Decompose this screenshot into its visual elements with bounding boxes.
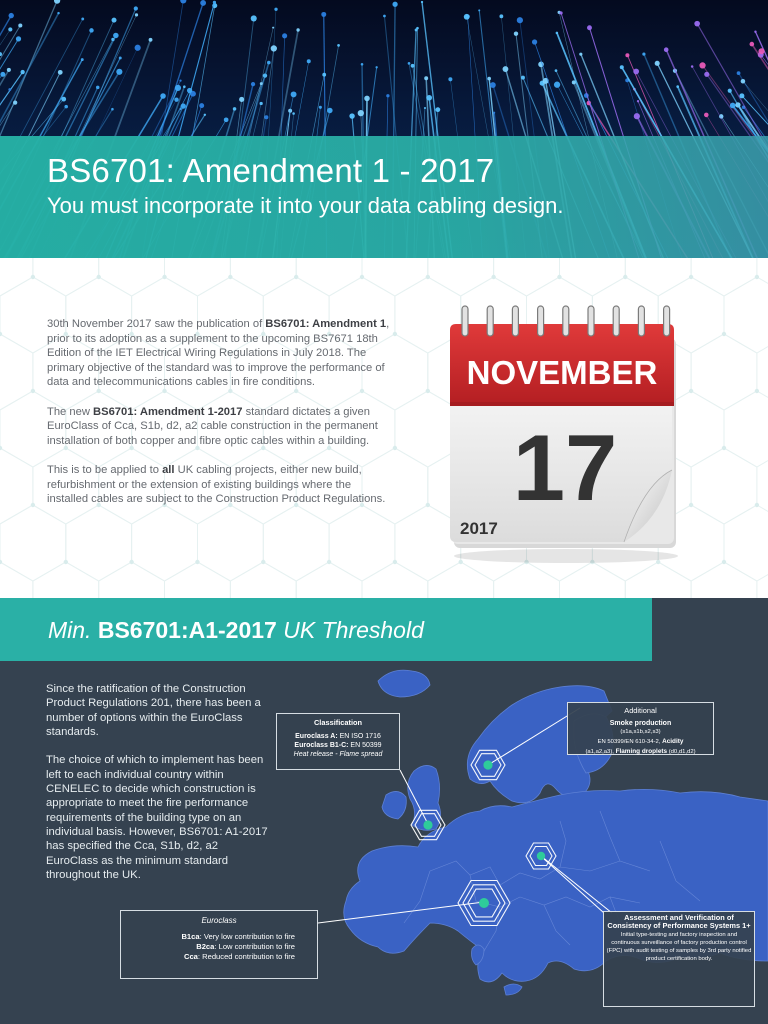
map-paragraph-1: Since the ratification of the Construction Product Regulations 201, there has been a number of options within the EuroClass standards. — [46, 683, 261, 738]
map-paragraph-2: The choice of which to implement has been left to each individual country within CENELEC to decide which construction is appropriate to meet the fire performance requirements of the building type on an individual basis. However, BS6701: A1-2017 has specified the Cca, S1b, d2, a2 EuroClass as the minimum standard throughout the UK. — [46, 754, 268, 881]
additional-title: Additional — [624, 706, 657, 715]
page-title: BS6701: Amendment 1 - 2017 — [47, 152, 495, 189]
intro-text — [47, 317, 392, 521]
classification-box: Classification Euroclass A: EN ISO 1716 Euroclass B1-C: EN 50399 Heat release - Flame spread — [276, 713, 400, 770]
calendar-day: 17 — [512, 415, 618, 520]
euroclass-title: Euroclass — [201, 916, 237, 925]
intro-paragraph-2: The new BS6701: Amendment 1-2017 standard dictates a given EuroClass of Cca, S1b, d2, a2 cable construction in the permanent installation of both copper and fibre optic cables within a building. — [47, 405, 378, 447]
page-subtitle: You must incorporate it into your data cabling design. — [47, 193, 564, 218]
intro-paragraph-3: This is to be applied to all UK cabling projects, either new build, refurbishment or the extension of existing buildings where the installed cables are subject to the Construction Product Regulations. — [47, 463, 386, 506]
threshold-banner — [0, 598, 652, 661]
assessment-title: Assessment and Verification of Consistency of Performance Systems 1+ — [607, 913, 751, 931]
assessment-box: Assessment and Verification of Consistency of Performance Systems 1+ Initial type-testing and factory inspection and continuous surveillance of factory production control (FPC) with audit testing of samples by 3rd party notified product certification body. — [603, 911, 755, 1007]
map-text — [46, 682, 270, 896]
euroclass-box: Euroclass B1ca: Very low contribution to fire B2ca: Low contribution to fire Cca: Reduced contribution to fire — [120, 910, 318, 979]
calendar-year: 2017 — [460, 519, 498, 538]
map-section — [0, 661, 768, 1024]
classification-title: Classification — [313, 718, 363, 727]
hero-banner — [0, 0, 768, 258]
additional-box: Additional Smoke production (s1a,s1b,s2,s3) EN 50399/EN 610-34-2, Acidity (a1,a2,a3), Flaming droplets (d0,d1,d2) — [567, 702, 714, 755]
intro-section — [0, 258, 768, 598]
calendar-month: NOVEMBER — [466, 354, 658, 391]
banner-dark-corner — [652, 598, 768, 661]
threshold-heading: Min. BS6701:A1-2017 UK Threshold — [48, 617, 424, 643]
intro-paragraph-1: 30th November 2017 saw the publication of BS6701: Amendment 1, prior to its adoption as a supplement to the upcoming BS7671 18th Edition of the IET Electrical Wiring Regulations in July 2018. The primary objective of the standard was to improve the performance of data and telecommunications cables in fire conditions. — [47, 318, 390, 389]
calendar-icon — [448, 304, 684, 566]
